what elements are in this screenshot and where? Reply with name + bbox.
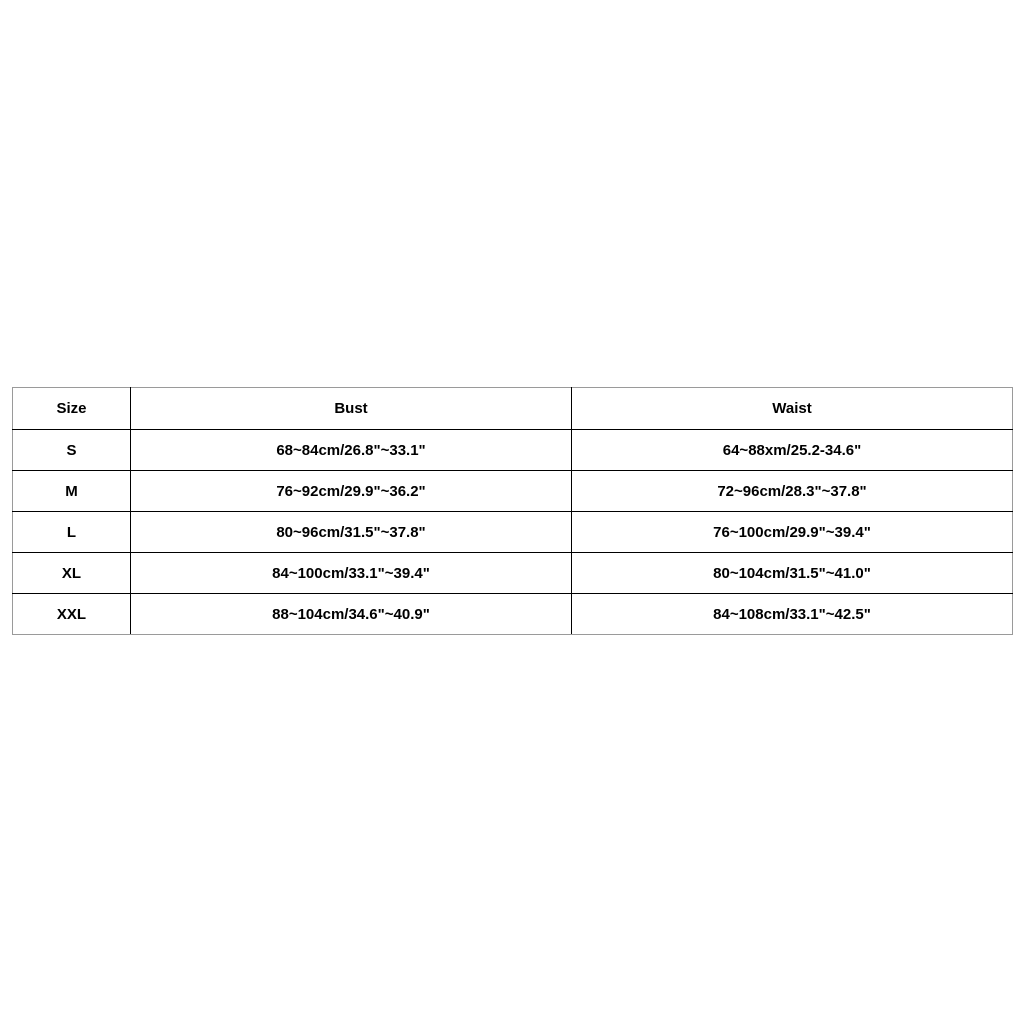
column-header-waist: Waist xyxy=(572,388,1013,430)
table-header-row xyxy=(13,388,1013,430)
cell-bust: 76~92cm/29.9"~36.2" xyxy=(131,471,572,512)
column-header-size: Size xyxy=(13,388,131,430)
table-row xyxy=(13,594,1013,635)
size-chart-table xyxy=(12,387,1013,635)
cell-size: L xyxy=(13,512,131,553)
cell-waist: 76~100cm/29.9"~39.4" xyxy=(572,512,1013,553)
cell-bust: 84~100cm/33.1"~39.4" xyxy=(131,553,572,594)
cell-waist: 80~104cm/31.5"~41.0" xyxy=(572,553,1013,594)
column-header-bust: Bust xyxy=(131,388,572,430)
cell-bust: 80~96cm/31.5"~37.8" xyxy=(131,512,572,553)
size-chart-container xyxy=(12,387,1012,635)
table-row xyxy=(13,553,1013,594)
cell-waist: 64~88xm/25.2-34.6" xyxy=(572,430,1013,471)
cell-waist: 84~108cm/33.1"~42.5" xyxy=(572,594,1013,635)
cell-bust: 88~104cm/34.6"~40.9" xyxy=(131,594,572,635)
table-row xyxy=(13,430,1013,471)
table-header xyxy=(13,388,1013,430)
cell-size: XXL xyxy=(13,594,131,635)
cell-waist: 72~96cm/28.3"~37.8" xyxy=(572,471,1013,512)
cell-size: XL xyxy=(13,553,131,594)
cell-size: S xyxy=(13,430,131,471)
table-row xyxy=(13,512,1013,553)
table-row xyxy=(13,471,1013,512)
cell-bust: 68~84cm/26.8"~33.1" xyxy=(131,430,572,471)
cell-size: M xyxy=(13,471,131,512)
table-body xyxy=(13,430,1013,635)
